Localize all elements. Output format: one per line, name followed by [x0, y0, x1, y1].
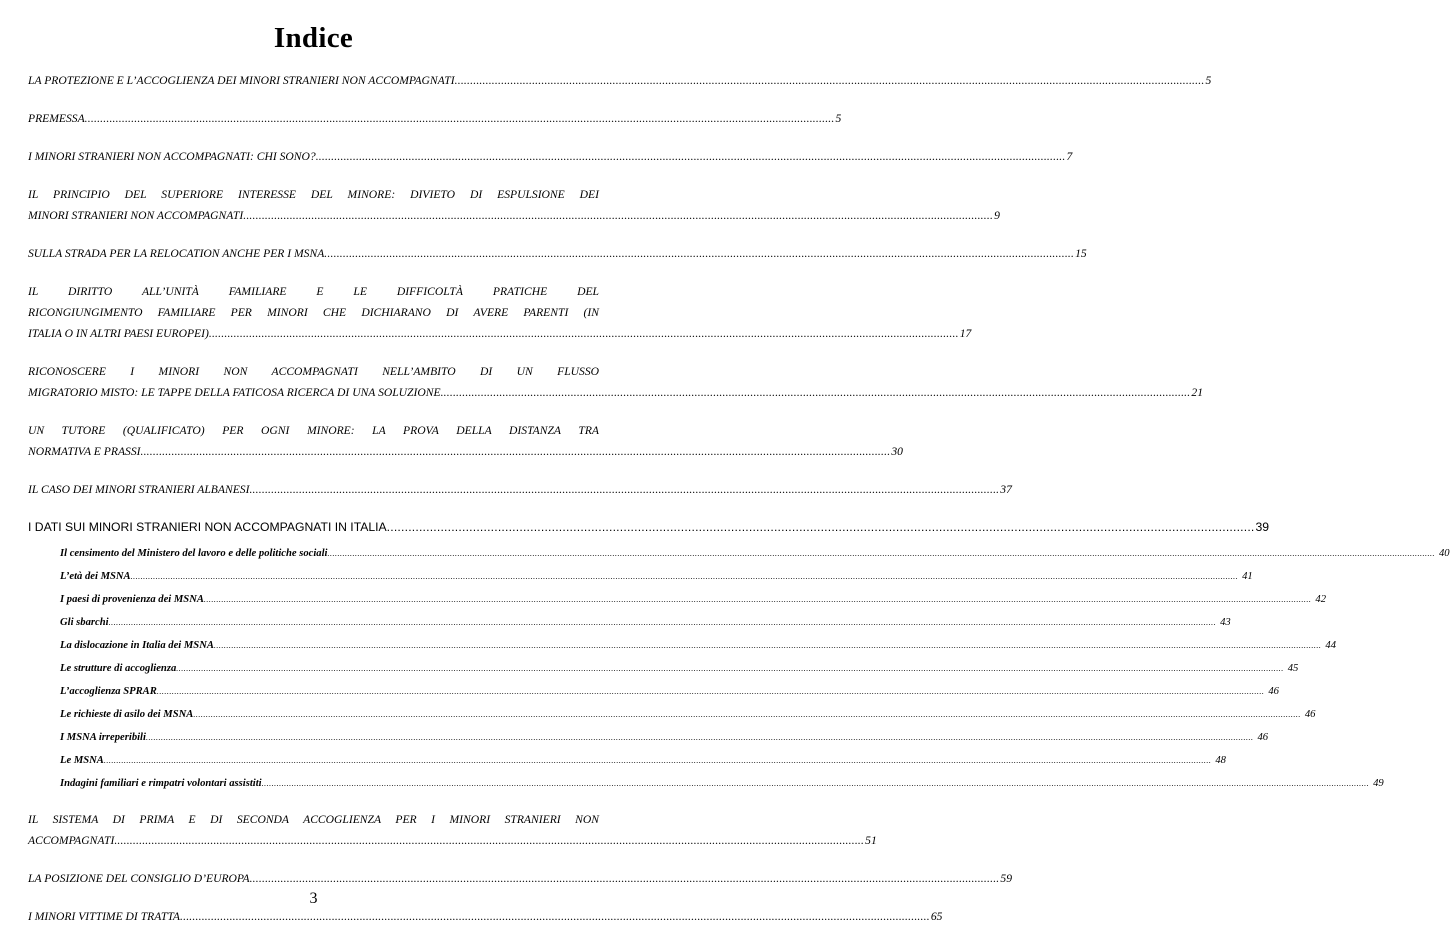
toc-entry-title-cont: MINORI STRANIERI NON ACCOMPAGNATI	[28, 209, 244, 222]
toc-entry-page: 51	[865, 834, 877, 847]
toc-subentry-title: L’età dei MSNA	[60, 571, 131, 582]
toc-subentry[interactable]	[60, 542, 1450, 565]
toc-leader	[131, 565, 1239, 588]
toc-entry-title: I MINORI STRANIERI NON ACCOMPAGNATI: CHI SONO?	[28, 150, 316, 163]
toc-entry-title: RICONOSCERE I MINORI NON ACCOMPAGNATI NELL’AMBITO DI UN FLUSSO	[28, 365, 599, 378]
toc-entry[interactable]	[28, 108, 842, 129]
toc-subentry[interactable]	[60, 588, 1326, 611]
toc-entry-title: IL SISTEMA DI PRIMA E DI SECONDA ACCOGLIENZA PER I MINORI STRANIERI NON	[28, 813, 599, 826]
toc-entry-page: 9	[994, 209, 1000, 222]
toc-subsection-list	[60, 542, 1450, 795]
toc-subentry-title: I MSNA irreperibili	[60, 732, 146, 743]
toc-subentry-title: La dislocazione in Italia dei MSNA	[60, 640, 214, 651]
toc-leader	[250, 868, 1000, 889]
toc-subentry[interactable]	[60, 611, 1231, 634]
toc-entry[interactable]	[28, 146, 1073, 167]
toc-entry-page: 39	[1255, 520, 1270, 534]
toc-entry-title: LA POSIZIONE DEL CONSIGLIO D’EUROPA	[28, 872, 250, 885]
toc-entry-page: 37	[1000, 483, 1012, 496]
toc-entry-title-cont: ITALIA O IN ALTRI PAESI EUROPEI)	[28, 327, 209, 340]
toc-leader	[140, 441, 890, 462]
toc-subentry[interactable]	[60, 680, 1279, 703]
toc-leader	[316, 146, 1066, 167]
toc-leader	[243, 205, 993, 226]
toc-subentry-page: 46	[1304, 709, 1316, 720]
toc-subentry-title: Indagini familiari e rimpatri volontari assistiti	[60, 778, 262, 789]
toc-entry[interactable]	[28, 420, 903, 462]
toc-entry-page: 5	[835, 112, 842, 125]
toc-entry[interactable]	[28, 809, 877, 851]
toc-entry-page: 15	[1075, 247, 1087, 260]
toc-subentry-page: 43	[1220, 617, 1231, 628]
toc-leader	[214, 634, 1322, 657]
toc-entry-title: LA PROTEZIONE E L’ACCOGLIENZA DEI MINORI STRANIERI NON ACCOMPAGNATI	[28, 74, 455, 87]
toc-entry-title: I MINORI VITTIME DI TRATTA	[28, 910, 180, 923]
toc-leader	[146, 726, 1254, 749]
toc-subentry[interactable]	[60, 703, 1316, 726]
toc-leader	[455, 70, 1205, 91]
toc-leader	[109, 611, 1217, 634]
toc-subentry-title: Le strutture di accoglienza	[60, 663, 177, 674]
toc-subentry-page: 42	[1315, 594, 1326, 605]
toc-leader	[204, 588, 1312, 611]
toc-subentry-title: I paesi di provenienza dei MSNA	[60, 594, 204, 605]
toc-subentry-page: 45	[1287, 663, 1299, 674]
toc-subentry-page: 49	[1373, 778, 1384, 789]
toc-entry-title-cont: RICONGIUNGIMENTO FAMILIARE PER MINORI CHE DICHIARANO DI AVERE PARENTI (IN	[28, 306, 599, 319]
toc-subentry[interactable]	[60, 565, 1253, 588]
toc-entry-page: 21	[1191, 386, 1203, 399]
toc-leader	[193, 703, 1301, 726]
toc-subentry-title: Il censimento del Ministero del lavoro e delle politiche sociali	[60, 548, 328, 559]
toc-subentry-title: L’accoglienza SPRAR	[60, 686, 157, 697]
toc-subentry-page: 40	[1438, 548, 1450, 559]
toc-subentry-page: 46	[1257, 732, 1269, 743]
toc-entry-page: 7	[1066, 150, 1073, 163]
toc-leader	[209, 323, 959, 344]
toc-entry-page: 5	[1205, 74, 1212, 87]
toc-leader	[441, 382, 1191, 403]
toc-leader	[262, 772, 1370, 795]
toc-entry[interactable]	[28, 361, 1203, 403]
toc-leader	[180, 906, 930, 927]
toc-subentry-page: 41	[1242, 571, 1253, 582]
toc-entry-title: SULLA STRADA PER LA RELOCATION ANCHE PER I MSNA	[28, 247, 325, 260]
toc-leader	[104, 749, 1212, 772]
toc-subentry[interactable]	[60, 749, 1226, 772]
toc-subentry-page: 48	[1215, 755, 1226, 766]
toc-entry-title: UN TUTORE (QUALIFICATO) PER OGNI MINORE: LA PROVA DELLA DISTANZA TRA	[28, 424, 599, 437]
toc-entry-title: PREMESSA	[28, 112, 85, 125]
toc-leader	[327, 542, 1435, 565]
toc-entry[interactable]	[28, 184, 1000, 226]
toc-subentry-page: 46	[1268, 686, 1279, 697]
toc-subentry[interactable]	[60, 772, 1384, 795]
toc-entry-title: IL CASO DEI MINORI STRANIERI ALBANESI	[28, 483, 250, 496]
toc-entry-title-cont: NORMATIVA E PRASSI	[28, 445, 141, 458]
toc-entry[interactable]	[28, 243, 1087, 264]
toc-entry-title: IL DIRITTO ALL’UNITÀ FAMILIARE E LE DIFFICOLTÀ PRATICHE DEL	[28, 285, 599, 298]
toc-entry-page: 30	[891, 445, 903, 458]
table-of-contents	[28, 70, 1450, 927]
toc-leader	[157, 680, 1265, 703]
toc-subentry-title: Gli sbarchi	[60, 617, 109, 628]
toc-subentry[interactable]	[60, 657, 1299, 680]
toc-leader	[114, 830, 864, 851]
toc-entry[interactable]	[28, 906, 943, 927]
toc-subentry-page: 44	[1325, 640, 1337, 651]
toc-leader	[249, 479, 999, 500]
toc-subentry-title: Le MSNA	[60, 755, 104, 766]
toc-entry-title-cont: MIGRATORIO MISTO: LE TAPPE DELLA FATICOSA RICERCA DI UNA SOLUZIONE	[28, 386, 441, 399]
toc-entry[interactable]	[28, 868, 1012, 889]
toc-entry-title-cont: ACCOMPAGNATI	[28, 834, 115, 847]
page-number: 3	[309, 890, 318, 907]
page-title: Indice	[273, 22, 354, 54]
toc-entry-title: IL PRINCIPIO DEL SUPERIORE INTERESSE DEL MINORE: DIVIETO DI ESPULSIONE DEI	[28, 188, 599, 201]
toc-entry-page: 17	[959, 327, 972, 340]
toc-entry[interactable]	[28, 479, 1012, 500]
toc-entry-page: 59	[1000, 872, 1012, 885]
toc-leader	[85, 108, 835, 129]
toc-leader	[324, 243, 1074, 264]
toc-entry[interactable]	[28, 281, 972, 344]
toc-entry-page: 65	[930, 910, 943, 923]
toc-entry[interactable]	[28, 70, 1212, 91]
toc-subentry-title: Le richieste di asilo dei MSNA	[60, 709, 194, 720]
toc-leader	[176, 657, 1284, 680]
toc-subentry[interactable]	[60, 726, 1269, 749]
toc-subentry[interactable]	[60, 634, 1337, 657]
toc-entry[interactable]	[28, 517, 1270, 538]
toc-leader	[387, 517, 1255, 538]
toc-entry-title: I DATI SUI MINORI STRANIERI NON ACCOMPAGNATI IN ITALIA	[28, 520, 387, 534]
